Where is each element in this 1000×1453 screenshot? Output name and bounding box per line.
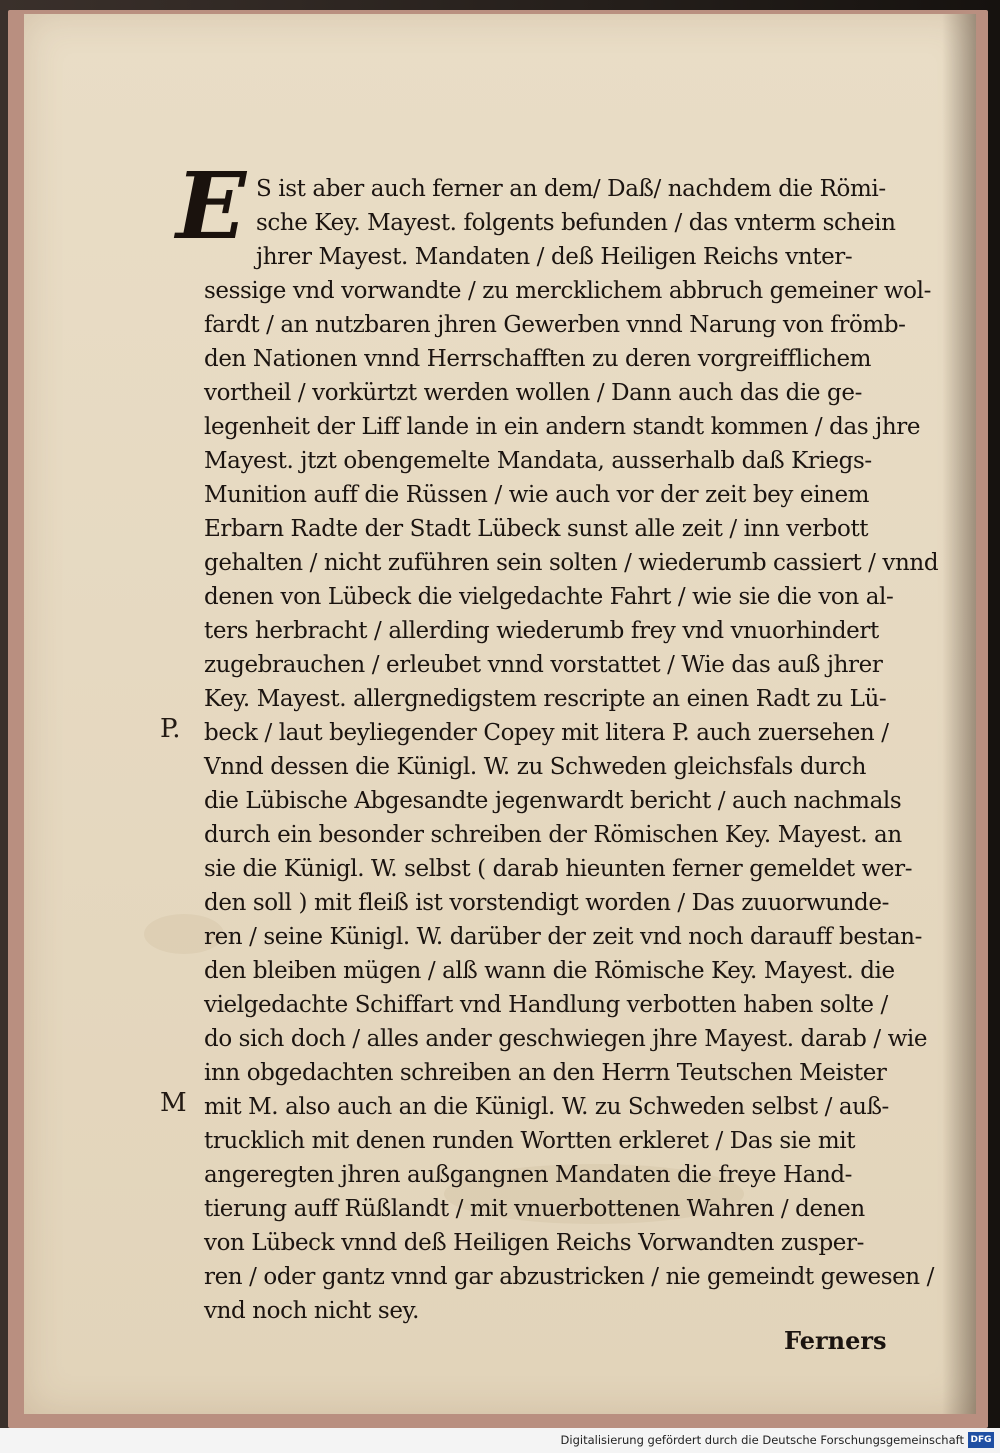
text-line: mit M. also auch an die Künigl. W. zu Schweden selbst / auß- (204, 1094, 889, 1120)
text-line: sie die Künigl. W. selbst ( darab hieunten ferner gemeldet wer- (204, 856, 913, 882)
text-line: den bleiben mügen / alß wann die Römische Key. Mayest. die (204, 958, 895, 984)
text-line: Mayest. jtzt obengemelte Mandata, ausserhalb daß Kriegs- (204, 448, 872, 474)
catchword: Ferners (784, 1326, 887, 1355)
drop-cap: E (176, 152, 247, 260)
text-line: jhrer Mayest. Mandaten / deß Heiligen Reichs vnter- (256, 244, 853, 270)
text-line: vielgedachte Schiffart vnd Handlung verbotten haben solte / (204, 992, 888, 1018)
text-line: zugebrauchen / erleubet vnnd vorstattet / Wie das auß jhrer (204, 652, 883, 678)
text-line: Key. Mayest. allergnedigstem rescripte an einen Radt zu Lü- (204, 686, 887, 712)
text-line: sche Key. Mayest. folgents befunden / das vnterm schein (256, 210, 896, 236)
text-line: vnd noch nicht sey. (204, 1298, 419, 1324)
text-line: fardt / an nutzbaren jhren Gewerben vnnd Narung von frömb- (204, 312, 906, 338)
text-line: ters herbracht / allerding wiederumb frey vnd vnuorhindert (204, 618, 879, 644)
text-line: den Nationen vnnd Herrschafften zu deren vorgreifflichem (204, 346, 872, 372)
margin-note-p: P. (160, 714, 181, 744)
text-line: von Lübeck vnnd deß Heiligen Reichs Vorwandten zusper- (204, 1230, 864, 1256)
text-line: den soll ) mit fleiß ist vorstendigt worden / Das zuuorwunde- (204, 890, 889, 916)
text-line: Vnnd dessen die Künigl. W. zu Schweden gleichsfals durch (204, 754, 867, 780)
text-line: trucklich mit denen runden Wortten erkleret / Das sie mit (204, 1128, 856, 1154)
text-line: ren / seine Künigl. W. darüber der zeit vnd noch darauff bestan- (204, 924, 922, 950)
text-line: die Lübische Abgesandte jegenwardt bericht / auch nachmals (204, 788, 902, 814)
text-line: do sich doch / alles ander geschwiegen jhre Mayest. darab / wie (204, 1026, 928, 1052)
text-line: inn obgedachten schreiben an den Herrn Teutschen Meister (204, 1060, 887, 1086)
text-line: durch ein besonder schreiben der Römischen Key. Mayest. an (204, 822, 902, 848)
dfg-logo: DFG (968, 1432, 994, 1448)
text-line: Munition auff die Rüssen / wie auch vor der zeit bey einem (204, 482, 870, 508)
body-text (24, 14, 976, 1414)
text-line: gehalten / nicht zuführen sein solten / wiederumb cassiert / vnnd (204, 550, 939, 576)
text-line: sessige vnd vorwandte / zu mercklichem abbruch gemeiner wol- (204, 278, 931, 304)
credit-text: Digitalisierung gefördert durch die Deutsche Forschungsgemeinschaft (560, 1433, 964, 1447)
text-line: beck / laut beyliegender Copey mit litera P. auch zuersehen / (204, 720, 889, 746)
text-line: Erbarn Radte der Stadt Lübeck sunst alle zeit / inn verbott (204, 516, 869, 542)
text-line: ren / oder gantz vnnd gar abzustricken / nie gemeindt gewesen / (204, 1264, 934, 1290)
text-line: vortheil / vorkürtzt werden wollen / Dann auch das die ge- (204, 380, 862, 406)
margin-note-m: M (160, 1088, 187, 1118)
credit-bar (0, 1428, 1000, 1453)
text-line: angeregten jhren außgangnen Mandaten die freye Hand- (204, 1162, 853, 1188)
text-line: S ist aber auch ferner an dem/ Daß/ nachdem die Römi- (256, 176, 886, 202)
text-line: denen von Lübeck die vielgedachte Fahrt / wie sie die von al- (204, 584, 894, 610)
document-page (24, 14, 976, 1414)
text-line: tierung auff Rüßlandt / mit vnuerbottenen Wahren / denen (204, 1196, 865, 1222)
text-line: legenheit der Liff lande in ein andern standt kommen / das jhre (204, 414, 921, 440)
